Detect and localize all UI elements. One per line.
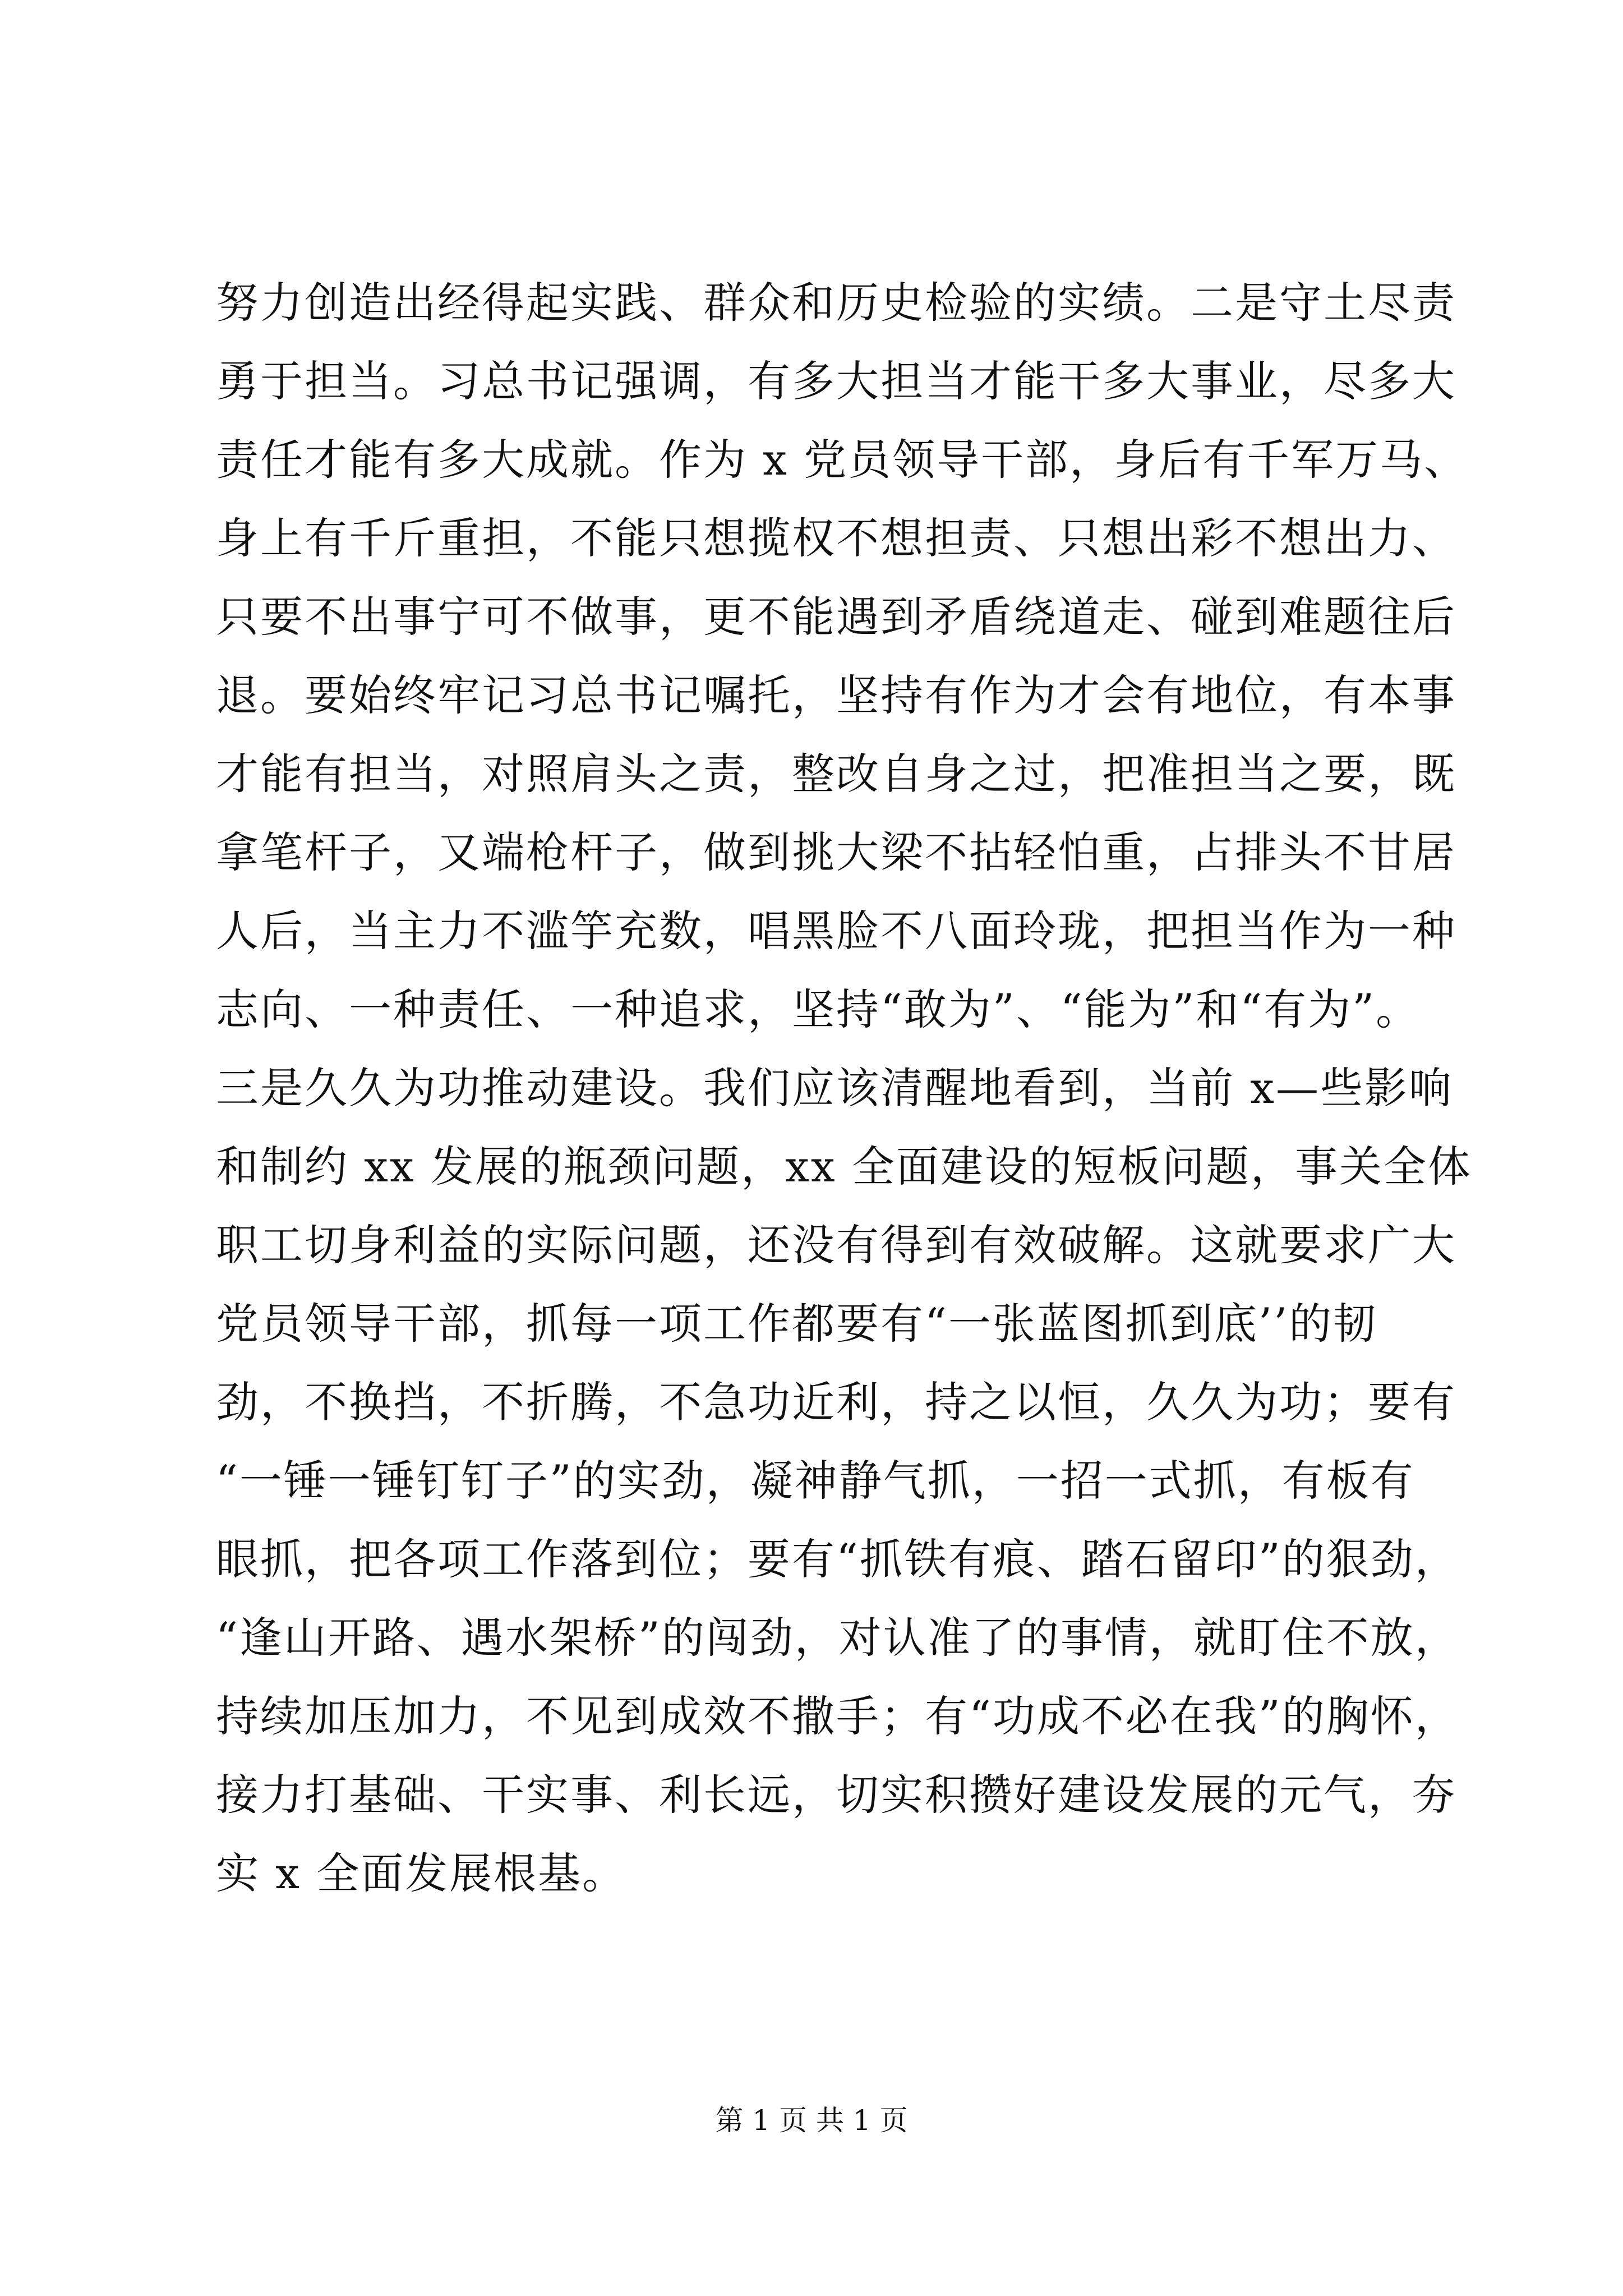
text-line: 和制约 xx 发展的瓶颈问题，xx 全面建设的短板问题，事关全体	[216, 1142, 1472, 1191]
text-line: 人后，当主力不滥竽充数，唱黑脸不八面玲珑，把担当作为一种	[216, 906, 1456, 956]
text-line: 三是久久为功推动建设。我们应该清醒地看到，当前 x—些影响	[216, 1063, 1454, 1113]
text-line: 实 x 全面发展根基。	[216, 1848, 627, 1898]
text-line: 眼抓，把各项工作落到位；要有“抓铁有痕、踏石留印”的狠劲，	[216, 1534, 1459, 1584]
text-line: 党员领导干部，抓每一项工作都要有“一张蓝图抓到底’’的韧	[216, 1299, 1378, 1349]
page-footer: 第 1 页 共 1 页	[715, 2104, 908, 2137]
text-line: 退。要始终牢记习总书记嘱托，坚持有作为才会有地位，有本事	[216, 670, 1456, 720]
text-line: 身上有千斤重担，不能只想揽权不想担责、只想出彩不想出力、	[216, 513, 1456, 563]
text-line: 努力创造出经得起实践、群众和历史检验的实绩。二是守土尽责	[216, 278, 1456, 328]
text-line: “逢山开路、遇水架桥”的闯劲，对认准了的事情，就盯住不放，	[216, 1613, 1459, 1663]
text-line: 志向、一种责任、一种追求，坚持“敢为”、“能为”和“有为”。	[216, 984, 1421, 1034]
text-line: “一锤一锤钉钉子”的实劲，凝神静气抓，一招一式抓，有板有	[216, 1456, 1415, 1506]
text-line: 只要不出事宁可不做事，更不能遇到矛盾绕道走、碰到难题往后	[216, 592, 1456, 642]
body-paragraph	[216, 264, 1472, 1913]
text-line: 接力打基础、干实事、利长远，切实积攒好建设发展的元气，夯	[216, 1770, 1456, 1820]
text-line: 持续加压加力，不见到成效不撒手；有“功成不必在我”的胸怀，	[216, 1691, 1459, 1741]
text-line: 拿笔杆子，又端枪杆子，做到挑大梁不拈轻怕重，占排头不甘居	[216, 827, 1456, 877]
text-line: 劲，不换挡，不折腾，不急功近利，持之以恒，久久为功；要有	[216, 1377, 1456, 1427]
text-line: 责任才能有多大成就。作为 x 党员领导干部，身后有千军万马、	[216, 435, 1469, 485]
text-line: 勇于担当。习总书记强调，有多大担当才能干多大事业，尽多大	[216, 356, 1456, 406]
text-line: 职工切身利益的实际问题，还没有得到有效破解。这就要求广大	[216, 1220, 1456, 1270]
text-line: 才能有担当，对照肩头之责，整改自身之过，把准担当之要，既	[216, 749, 1456, 799]
